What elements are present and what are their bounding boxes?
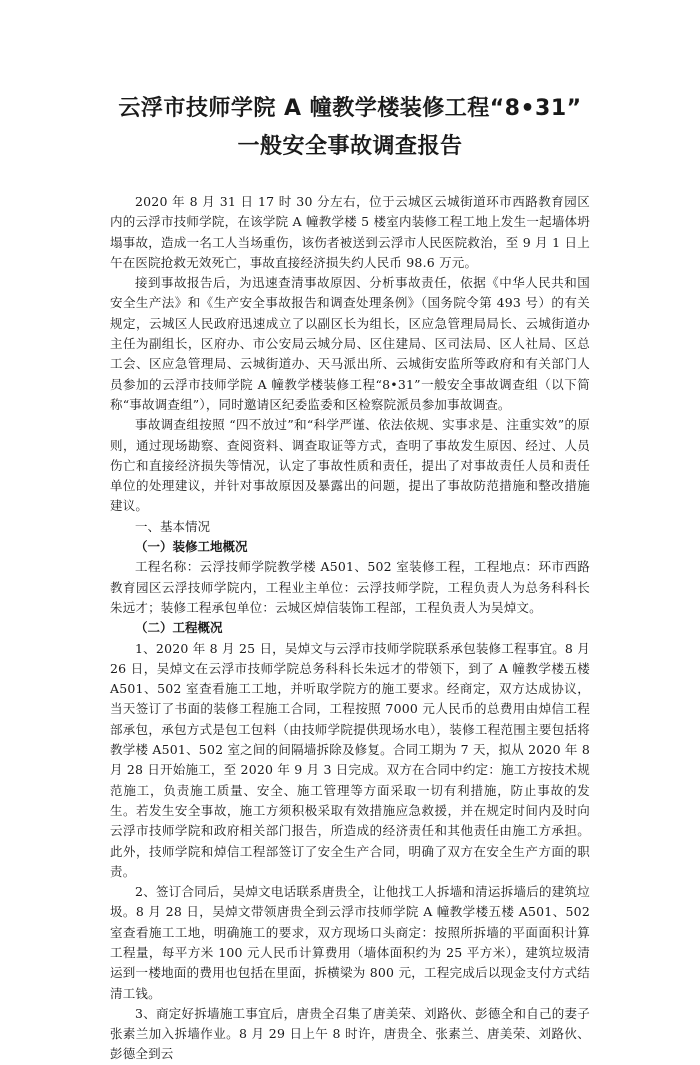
subsection-heading-site-overview: （一）装修工地概况 bbox=[135, 539, 248, 555]
report-title-line1: 云浮市技师学院 A 幢教学楼装修工程“8•31” bbox=[118, 96, 582, 121]
project-paragraph-3: 3、商定好拆墙施工事宜后，唐贵全召集了唐美荣、刘路伙、彭德全和自己的妻子张素兰加入拆墙作业。8 月 29 日上午 8 时许，唐贵全、张素兰、唐美荣、刘路伙、彭德全到云 bbox=[110, 1005, 590, 1062]
intro-paragraph-1: 2020 年 8 月 31 日 17 时 30 分左右，位于云城区云城街道环市西路教育园区内的云浮市技师学院，在该学院 A 幢教学楼 5 楼室内装修工程工地上发生一起墙体坍塌事故，造成一名工人当场重伤，该伤者被送到云浮市人民医院救治，至 9 月 1 日上午在医院抢救无效死亡，事故直接经济损失约人民币 98.6 万元。 bbox=[110, 194, 590, 270]
intro-paragraph-3: 事故调查组按照 “四不放过”和“科学严谨、依法依规、实事求是、注重实效”的原则，通过现场勘察、查阅资料、调查取证等方式，查明了事故发生原因、经过、人员伤亡和直接经济损失等情况，认定了事故性质和责任，提出了对事故责任人员和责任单位的处理建议，并针对事故原因及暴露出的问题，提出了事故防范措施和整改措施建议。 bbox=[110, 417, 590, 514]
project-paragraph-1: 1、2020 年 8 月 25 日，吴焯文与云浮市技师学院联系承包装修工程事宜。8 月 26 日，吴焯文在云浮市技师学院总务科科长朱远才的带领下，到了 A 幢教学楼五楼 A501、502 室查看施工工地，并听取学院方的施工要求。经商定，双方达成协议，当天签订了书面的装修工程施工合同，工程按照 7000 元人民币的总费用由焯信工程部承包，承包方式是包工包料（由技师学院提供现场水电），装修工程范围主要包括将教学楼 A501、502 室之间的间隔墙拆除及修复。合同工期为 7 天，拟从 2020 年 8 月 28 日开始施工，至 2020 年 9 月 3 日完成。双方在合同中约定：施工方按技术规范施工，负责施工质量、安全、施工管理等方面采取一切有利措施，防止事故的发生。若发生安全事故，施工方须积极采取有效措施应急救援，并在规定时间内及时向云浮市技师学院和政府相关部门报告，所造成的经济责任和其他责任由施工方承担。此外，技师学院和焯信工程部签订了安全生产合同，明确了双方在安全生产方面的职责。 bbox=[110, 640, 590, 879]
report-title-line2: 一般安全事故调查报告 bbox=[237, 134, 463, 159]
subsection-heading-project-overview: （二）工程概况 bbox=[135, 620, 223, 636]
site-overview-paragraph: 工程名称：云浮技师学院教学楼 A501、502 室装修工程，工程地点：环市西路教育园区云浮技师学院内，工程业主单位：云浮技师学院，工程负责人为总务科科长朱远才；装修工程承包单位：云城区焯信装饰工程部，工程负责人为吴焯文。 bbox=[110, 559, 590, 615]
intro-paragraph-2: 接到事故报告后，为迅速查清事故原因、分析事故责任，依据《中华人民共和国安全生产法》和《生产安全事故报告和调查处理条例》（国务院令第 493 号）的有关规定，云城区人民政府迅速成立了以副区长为组长，区应急管理局局长、云城街道办主任为副组长，区府办、市公安局云城分局、区住建局、区司法局、区人社局、区总工会、区应急管理局、云城街道办、天马派出所、云城街安监所等政府和有关部门人员参加的云浮市技师学院 A 幢教学楼装修工程“8•31”一般安全事故调查组（以下简称“事故调查组”），同时邀请区纪委监委和区检察院派员参加事故调查。 bbox=[110, 275, 590, 412]
project-paragraph-2: 2、签订合同后，吴焯文电话联系唐贵全，让他找工人拆墙和清运拆墙后的建筑垃圾。8 月 28 日，吴焯文带领唐贵全到云浮市技师学院 A 幢教学楼五楼 A501、502 室查看施工工地，明确施工的要求，双方现场口头商定：按照所拆墙的平面面积计算工程量，每平方米 100 元人民币计算费用（墙体面积约为 25 平方米），建筑垃圾清运到一楼地面的费用也包括在里面，拆横梁为 800 元，工程完成后以现金支付方式结清工钱。 bbox=[110, 884, 590, 1001]
section-heading-basic-info: 一、基本情况 bbox=[135, 518, 211, 534]
